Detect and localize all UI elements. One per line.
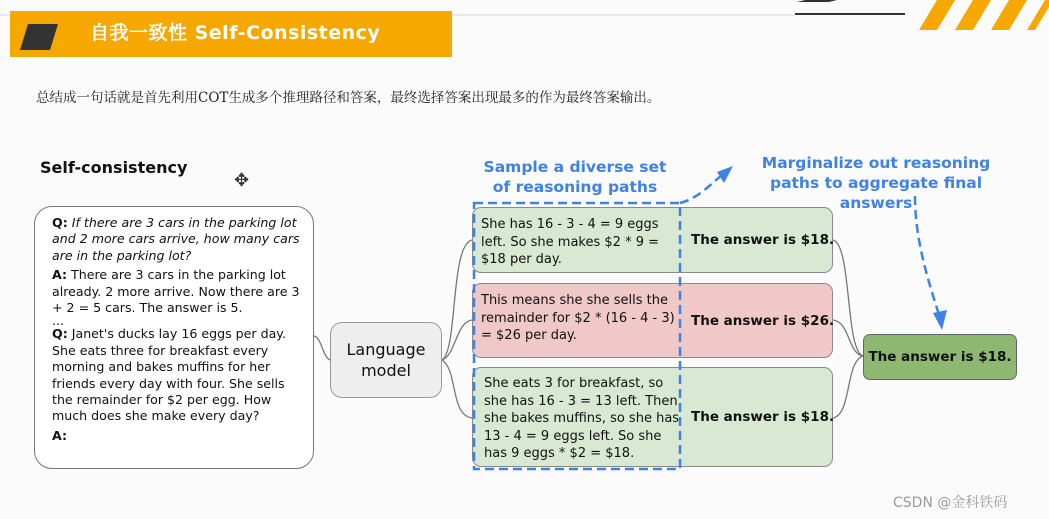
prompt-ellipsis: ...	[52, 313, 65, 329]
a2-label: A:	[52, 427, 68, 443]
sample-annotation: Sample a diverse set of reasoning paths	[483, 158, 667, 196]
path-2-answer: The answer is $26.	[691, 312, 835, 329]
marginalize-annotation: Marginalize out reasoning paths to aggregate final answers	[761, 154, 991, 212]
diagram-heading: Self-consistency	[40, 158, 188, 177]
path-1-text: She has 16 - 3 - 4 = 9 eggs left. So she makes $2 * 9 = $18 per day.	[481, 217, 660, 267]
path-1-answer: The answer is $18.	[691, 232, 835, 248]
q2-label: Q:	[52, 326, 68, 342]
summary-text: 总结成一句话就是首先利用COT生成多个推理路径和答案，最终选择答案出现最多的作为最终答案输出。	[36, 90, 661, 106]
q1-text: If there are 3 cars in the parking lot and 2 more cars arrive, how many cars are in the parking lot?	[52, 215, 300, 263]
path-3-text: She eats 3 for breakfast, so she has 16 - 3 = 13 left. Then she bakes muffins, so she has 13 - 4 = 9 eggs left. So she has 9 eggs * $2 = $18.	[484, 376, 680, 461]
path-3-answer: The answer is $18.	[691, 409, 835, 425]
a1-label: A:	[52, 267, 68, 283]
watermark: CSDN @金科铁码	[893, 495, 1008, 511]
arrow-head-icon	[933, 310, 947, 330]
language-model-box: Language model	[330, 322, 442, 398]
q2-text: Janet's ducks lay 16 eggs per day. She eats three for breakfast every morning and bakes muffins for her friends every day with four. She sells the remainder for $2 per egg. How much does she make every day?	[52, 326, 286, 424]
page-title: 自我一致性 Self-Consistency	[90, 22, 381, 44]
final-answer-box: The answer is $18.	[863, 334, 1017, 380]
q1-label: Q:	[52, 215, 68, 230]
arrow-head-icon	[717, 166, 733, 183]
move-cursor-icon: ✥	[234, 170, 250, 191]
a1-text: There are 3 cars in the parking lot already. 2 more arrive. Now there are 3 + 2 = 5 cars. The answer is 5.	[52, 267, 300, 316]
path-2-text: This means she she sells the remainder for $2 * (16 - 4 - 3) = $26 per day.	[481, 293, 675, 343]
